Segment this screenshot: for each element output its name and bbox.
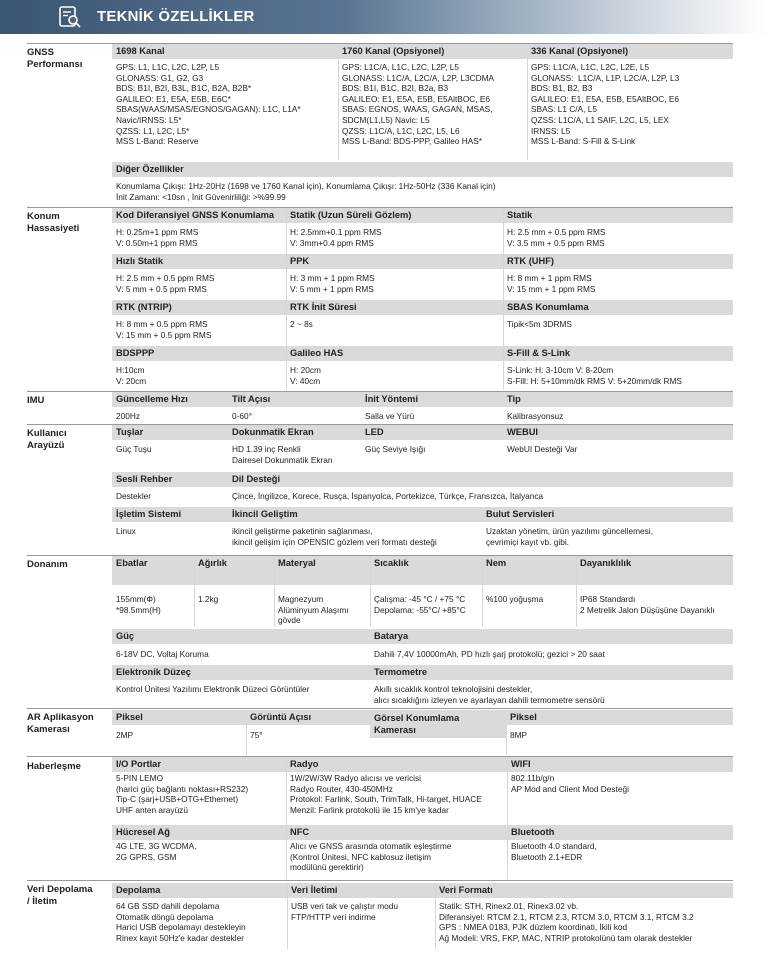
cell-webui: WebUI Desteği Var [507,444,578,454]
header-gorsel-konumlama: Görsel Konumlama Kamerası [370,710,506,738]
header-galileo-has: Galileo HAS [286,346,503,361]
header-agirlik: Ağırlık [194,556,274,571]
header-tip: Tip [503,392,733,407]
header-radyo: Radyo [286,757,507,772]
header-bluetooth: Bluetooth [507,825,733,840]
cell-io-portlar: 5-PIN LEMO (harici güç bağlantı noktası+RS232) Tip-C (şarj+USB+OTG+Ethernet) UHF anten arayüzü [116,773,249,815]
cell-dil-destegi: Çince, İngilizce, Korece, Rusça, İspanyolca, Portekizce, Türkçe, Fransızca, İtalyanca [232,491,544,501]
header-veri-iletimi: Veri İletimi [287,883,435,898]
header-ppk: PPK [286,254,503,269]
cell-rtk-init: 2 ~ 8s [290,319,313,329]
cell-veri-formati: Statik: STH, Rinex2.01, Rinex3.02 vb. Diferansiyel: RTCM 2.1, RTCM 2.3, RTCM 3.0, RTCM 3.1, RTCM 3.2 GPS : NMEA 0183, PJK düzlem koordinati, İkili kod Ağ Modeli: VRS, FKP, MAC, NTRIP protokolünü tam olarak destekler [439,901,694,943]
header-dil-destegi: Dil Desteği [228,472,733,487]
cell-diger-ozellikler: Konumlama Çıkışı: 1Hz-20Hz (1698 ve 1760 Kanal için), Konumlama Çıkışı: 1Hz-50Hz (336 Kanal için) İnit Zamanı: <10sn , İnit Güvenirliliği: >%99.99 [116,181,496,202]
header-sbas: SBAS Konumlama [503,300,733,315]
cell-sicaklik: Çalışma: -45 °C / +75 °C Depolama: -55°C/ +85°C [374,594,466,615]
section-haberlesme: Haberleşme [27,761,81,772]
header-bdsppp: BDSPPP [112,346,286,361]
header-piksel: Piksel [112,710,246,725]
cell-batarya: Dahili 7,4V 10000mAh, PD hızlı şarj protokolü; gezici > 20 saat [374,649,605,659]
divider [482,556,483,627]
section-kullanici: Kullanıcı Arayüzü [27,428,67,451]
divider [503,208,504,390]
header-hucresel-ag: Hücresel Ağ [112,825,286,840]
header-dayaniklilik: Dayanıklılık [576,556,733,571]
header-rtk-ntrip: RTK (NTRIP) [112,300,286,315]
divider [527,59,528,160]
divider [507,757,508,879]
header-veri-formati: Veri Formatı [435,883,733,898]
section-imu: IMU [27,395,45,406]
divider [370,556,371,627]
cell-tip: Kalibrasyonsuz [507,411,564,421]
header-tilt-acisi: Tilt Açısı [228,392,361,407]
header-batarya: Batarya [370,629,733,644]
cell-dayaniklilik: IP68 Standardı 2 Metrelik Jalon Düşüşüne Dayanıklı [580,594,715,615]
cell-sfill-slink: S-Link: H: 3-10cm V: 8-20cm S-Fill: H: 5+10mm/dk RMS V: 5+20mm/dk RMS [507,365,682,386]
cell-ikincil-gelisim: ikincil geliştirme paketinin sağlanması, ikincil gelişim için OPENSIC gözlem veri formatı desteği [232,526,437,547]
header-nfc: NFC [286,825,507,840]
section-donanim: Donanım [27,559,68,570]
cell-bulut-servisleri: Uzaktan yönetim, ürün yazılımı güncellemesi, çevrimiçi kayıt vb. gibi. [486,526,653,547]
cell-guc: 6-18V DC, Voltaj Koruma [116,649,209,659]
section-ar: AR Aplikasyon Kamerası [27,712,94,735]
cell-tilt-acisi: 0-60° [232,411,252,421]
cell-agirlik: 1.2kg [198,594,219,604]
cell-nfc: Alıcı ve GNSS arasında otomatik eşleştirme (Kontrol Ünitesi, NFC kablosuz iletişim modülünü gerektirir) [290,841,452,873]
header-wifi: WIFI [507,757,733,772]
header-sfill-slink: S-Fill & S-Link [503,346,733,361]
header-ebatlar: Ebatlar [112,556,194,571]
cell-rtk-uhf: H: 8 mm + 1 ppm RMS V: 15 mm + 1 ppm RMS [507,273,596,294]
title-banner [0,0,769,34]
cell-336-kanal: GPS: L1C/A, L1C, L2C, L2E, L5 GLONASS: L1C/A, L1P, L2C/A, L2P, L3 BDS: B1, B2, B3 GALILEO: E1, E5A, E5B, E5AltBOC, E6 SBAS: L1 C/A, L5 QZSS: L1C/A, L1 SAIF, L2C, L5, LEX IRNSS: L5 MSS L-Band: S-Fill & S-Link [531,62,680,147]
divider [576,556,577,627]
header-io-portlar: I/O Portlar [112,757,286,772]
header-init-yontemi: İnit Yöntemi [361,392,503,407]
header-isletim-sistemi: İşletim Sistemi [112,507,228,522]
header-goruntu-acisi: Görüntü Açısı [246,710,370,725]
cell-statik-uzun: H: 2.5mm+0.1 ppm RMS V: 3mm+0.4 ppm RMS [290,227,382,248]
cell-elektronik-duzec: Kontrol Ünitesi Yazılımı Elektronik Düzeci Görüntüler [116,684,310,694]
header-rtk-uhf: RTK (UHF) [503,254,733,269]
cell-dokunmatik-ekran: HD 1.39 inç Renkli Dairesel Dokunmatik Ekran [232,444,333,465]
cell-materyal: Magnezyum Alüminyum Alaşımı gövde [278,594,349,626]
divider [246,725,247,755]
cell-goruntu-acisi: 75° [250,730,263,740]
cell-tuslar: Güç Tuşu [116,444,152,454]
cell-galileo-has: H: 20cm V: 40cm [290,365,321,386]
header-termometre: Termometre [370,665,733,680]
header-guncelleme-hizi: Güncelleme Hızı [112,392,228,407]
header-1698-kanal: 1698 Kanal [112,44,338,59]
header-hizli-statik: Hızlı Statik [112,254,286,269]
cell-1698-kanal: GPS: L1, L1C, L2C, L2P, L5 GLONASS: G1, G2, G3 BDS: B1I, B2I, B3L, B1C, B2A, B2B* GALILEO: E1, E5A, E5B, E6C* SBAS(WAAS/MSAS/EGNOS/GAGAN): L1C, L1A* Navic/IRNSS: L5* QZSS: L1, L2C, L5* MSS L-Band: Reserve [116,62,301,147]
cell-ebatlar: 155mm(Φ) *98.5mm(H) [116,594,161,615]
cell-init-yontemi: Salla ve Yürü [365,411,415,421]
header-depolama: Depolama [112,883,287,898]
header-diger-ozellikler: Diğer Özellikler [112,162,733,177]
divider [506,725,507,755]
cell-1760-kanal: GPS: L1C/A, L1C, L2C, L2P, L5 GLONASS: L1C/A, L2C/A, L2P, L3CDMA BDS: B1I, B1C, B2I, B2a, B3 GALILEO: E1, E5A, E5B, E5AltBOC, E6 SBAS: EGNOS, WAAS, GAGAN, MSAS, SDCM(L1,L5) Navic: L5 QZSS: L1C/A, L1C, L2C, L5, L6 MSS L-Band: BDS-PPP, Galileo HAS* [342,62,495,147]
divider [274,556,275,627]
header-336-kanal: 336 Kanal (Opsiyonel) [527,44,733,59]
cell-statik: H: 2.5 mm + 0.5 ppm RMS V: 3.5 mm + 0.5 ppm RMS [507,227,606,248]
header-statik: Statik [503,208,733,223]
section-konum: Konum Hassasiyeti [27,211,80,234]
header-dokunmatik-ekran: Dokunmatik Ekran [228,425,361,440]
section-veri: Veri Depolama / İletim [27,884,93,907]
page-title: TEKNİK ÖZELLİKLER [97,8,255,25]
cell-sbas: Tipik<5m 3DRMS [507,319,572,329]
cell-nem: %100 yoğuşma [486,594,544,604]
cell-isletim-sistemi: Linux [116,526,136,536]
cell-hizli-statik: H: 2.5 mm + 0.5 ppm RMS V: 5 mm + 0.5 ppm RMS [116,273,215,294]
header-spacer [112,571,733,585]
divider [286,757,287,879]
header-piksel-2: Piksel [506,710,733,725]
cell-ppk: H: 3 mm + 1 ppm RMS V: 5 mm + 1 ppm RMS [290,273,375,294]
divider [287,883,288,949]
header-guc: Güç [112,629,370,644]
header-materyal: Materyal [274,556,370,571]
cell-hucresel-ag: 4G LTE, 3G WCDMA, 2G GPRS, GSM [116,841,197,862]
header-sicaklik: Sıcaklık [370,556,482,571]
cell-led: Güç Seviye Işığı [365,444,426,454]
divider [27,708,733,709]
divider [435,883,436,949]
cell-piksel-2: 8MP [510,730,528,740]
header-kod-diferansiyel: Kod Diferansiyel GNSS Konumlama [112,208,286,223]
header-webui: WEBUI [503,425,733,440]
cell-depolama: 64 GB SSD dahili depolama Otomatik döngü depolama Harici USB depolamayı destekleyin Rinex kayıt 50Hz'e kadar destekler [116,901,246,943]
header-elektronik-duzec: Elektronik Düzeç [112,665,370,680]
header-bulut-servisleri: Bulut Servisleri [482,507,733,522]
cell-bluetooth: Bluetooth 4.0 standard, Bluetooth 2.1+EDR [511,841,597,862]
divider [286,208,287,390]
header-led: LED [361,425,503,440]
header-sesli-rehber: Sesli Rehber [112,472,228,487]
divider [338,59,339,160]
header-ikincil-gelisim: İkincil Geliştim [228,507,482,522]
cell-termometre: Akıllı sıcaklık kontrol teknolojisini destekler, alıcı sıcaklığını izleyen ve ayarlayan dahili termometre sensörü [374,684,605,705]
cell-radyo: 1W/2W/3W Radyo alıcısı ve vericisi Radyo Router, 430-450MHz Protokol: Farlink, South, TrimTalk, Hi-target, HUACE Menzil: Farlink protokolü ile 15 km'ye kadar [290,773,482,815]
cell-bdsppp: H:10cm V: 20cm [116,365,147,386]
cell-piksel: 2MP [116,730,134,740]
cell-kod-diferansiyel: H: 0.25m+1 ppm RMS V: 0.50m+1 ppm RMS [116,227,199,248]
header-tuslar: Tuşlar [112,425,228,440]
cell-guncelleme-hizi: 200Hz [116,411,140,421]
header-rtk-init: RTK İnit Süresi [286,300,503,315]
header-1760-kanal: 1760 Kanal (Opsiyonel) [338,44,527,59]
section-gnss: GNSS Performansı [27,47,83,70]
cell-wifi: 802.11b/g/n AP Mod and Client Mod Desteği [511,773,629,794]
header-nem: Nem [482,556,576,571]
document-search-icon [58,5,82,29]
header-statik-uzun: Statik (Uzun Süreli Gözlem) [286,208,503,223]
divider [194,556,195,627]
cell-veri-iletimi: USB veri tak ve çalıştır modu FTP/HTTP veri indirme [291,901,398,922]
cell-rtk-ntrip: H: 8 mm + 0.5 ppm RMS V: 15 mm + 0.5 ppm RMS [116,319,212,340]
divider [27,880,733,881]
cell-sesli-rehber: Destekler [116,491,152,501]
